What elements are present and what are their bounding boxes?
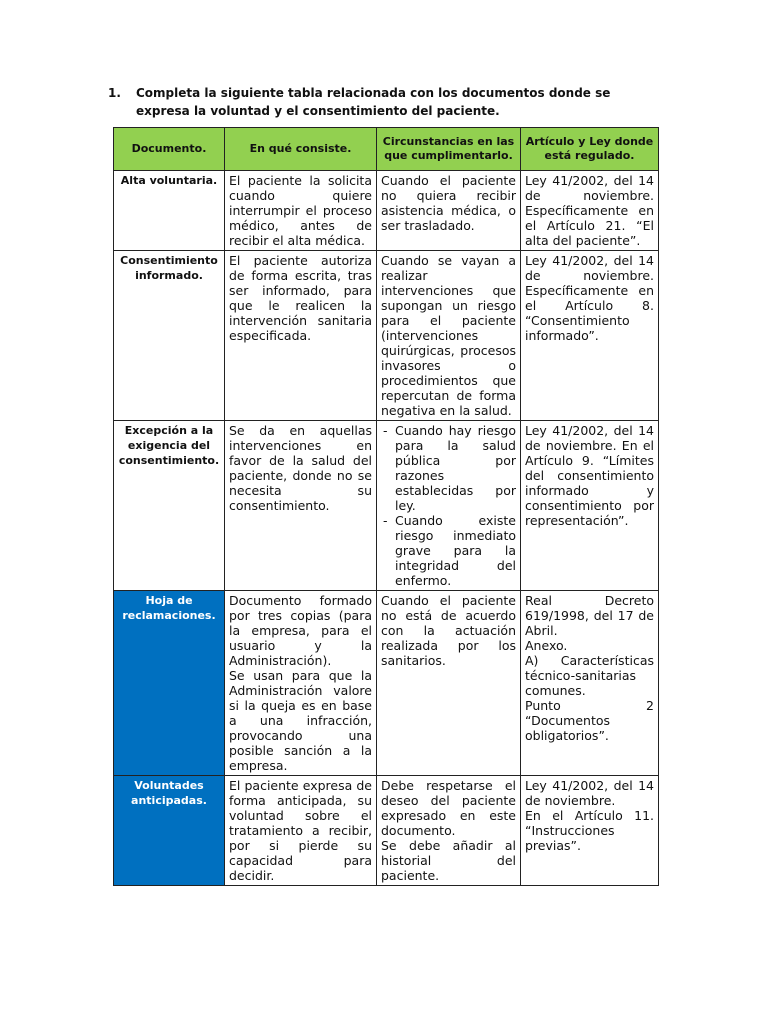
header-documento: Documento.	[114, 128, 225, 171]
article-cell: Real Decreto 619/1998, del 17 de Abril. Anexo. A) Características técnico-sanitarias comunes. Punto 2 “Documentos obligatorios”.	[521, 591, 659, 776]
circumstances-cell	[377, 421, 521, 591]
table-header-row	[114, 128, 659, 171]
doc-excepcion-consentimiento: Excepción a la exigencia del consentimiento.	[114, 421, 225, 591]
header-articulo-ley: Artículo y Ley donde está regulado.	[521, 128, 659, 171]
article-cell: Ley 41/2002, del 14 de noviembre. Específicamente en el Artículo 8. “Consentimiento informado”.	[521, 251, 659, 421]
circumstances-cell: Cuando se vayan a realizar intervenciones que supongan un riesgo para el paciente (intervenciones quirúrgicas, procesos invasores o procedimientos que repercutan de forma negativa en la salud.	[377, 251, 521, 421]
table-row	[114, 591, 659, 776]
consists-cell: Documento formado por tres copias (para la empresa, para el usuario y la Administración). Se usan para que la Administración valore si la queja es en base a una infracción, provocando una posible sanción a la empresa.	[225, 591, 377, 776]
header-circunstancias: Circunstancias en las que cumplimentarlo.	[377, 128, 521, 171]
question-text: Completa la siguiente tabla relacionada con los documentos donde se expresa la voluntad y el consentimiento del paciente.	[136, 86, 611, 118]
circumstances-cell: Debe respetarse el deseo del paciente expresado en este documento. Se debe añadir al historial del paciente.	[377, 776, 521, 886]
doc-hoja-reclamaciones: Hoja de reclamaciones.	[114, 591, 225, 776]
question-number: 1.	[108, 86, 121, 100]
consists-cell: Se da en aquellas intervenciones en favor de la salud del paciente, donde no se necesita su consentimiento.	[225, 421, 377, 591]
list-item: - Cuando existe riesgo inmediato grave para la integridad del enfermo.	[381, 513, 516, 588]
consists-cell: El paciente expresa de forma anticipada, su voluntad sobre el tratamiento a recibir, por si pierde su capacidad para decidir.	[225, 776, 377, 886]
list-item: - Cuando hay riesgo para la salud pública por razones establecidas por ley.	[381, 423, 516, 513]
header-en-que-consiste: En qué consiste.	[225, 128, 377, 171]
article-cell: Ley 41/2002, del 14 de noviembre. En el Artículo 11. “Instrucciones previas”.	[521, 776, 659, 886]
doc-consentimiento-informado: Consentimiento informado.	[114, 251, 225, 421]
circumstances-cell: Cuando el paciente no está de acuerdo con la actuación realizada por los sanitarios.	[377, 591, 521, 776]
doc-alta-voluntaria: Alta voluntaria.	[114, 171, 225, 251]
table-row	[114, 251, 659, 421]
circumstances-list	[381, 423, 516, 588]
table-row	[114, 421, 659, 591]
circumstances-cell: Cuando el paciente no quiera recibir asistencia médica, o ser trasladado.	[377, 171, 521, 251]
doc-voluntades-anticipadas: Voluntades anticipadas.	[114, 776, 225, 886]
article-cell: Ley 41/2002, del 14 de noviembre. En el Artículo 9. “Límites del consentimiento informado y consentimiento por representación”.	[521, 421, 659, 591]
consists-cell: El paciente autoriza de forma escrita, tras ser informado, para que le realicen la intervención sanitaria especificada.	[225, 251, 377, 421]
table-row	[114, 776, 659, 886]
table-row	[114, 171, 659, 251]
consists-cell: El paciente la solicita cuando quiere interrumpir el proceso médico, antes de recibir el alta médica.	[225, 171, 377, 251]
documents-table	[113, 127, 659, 886]
article-cell: Ley 41/2002, del 14 de noviembre. Específicamente en el Artículo 21. “El alta del paciente”.	[521, 171, 659, 251]
question	[108, 84, 668, 120]
